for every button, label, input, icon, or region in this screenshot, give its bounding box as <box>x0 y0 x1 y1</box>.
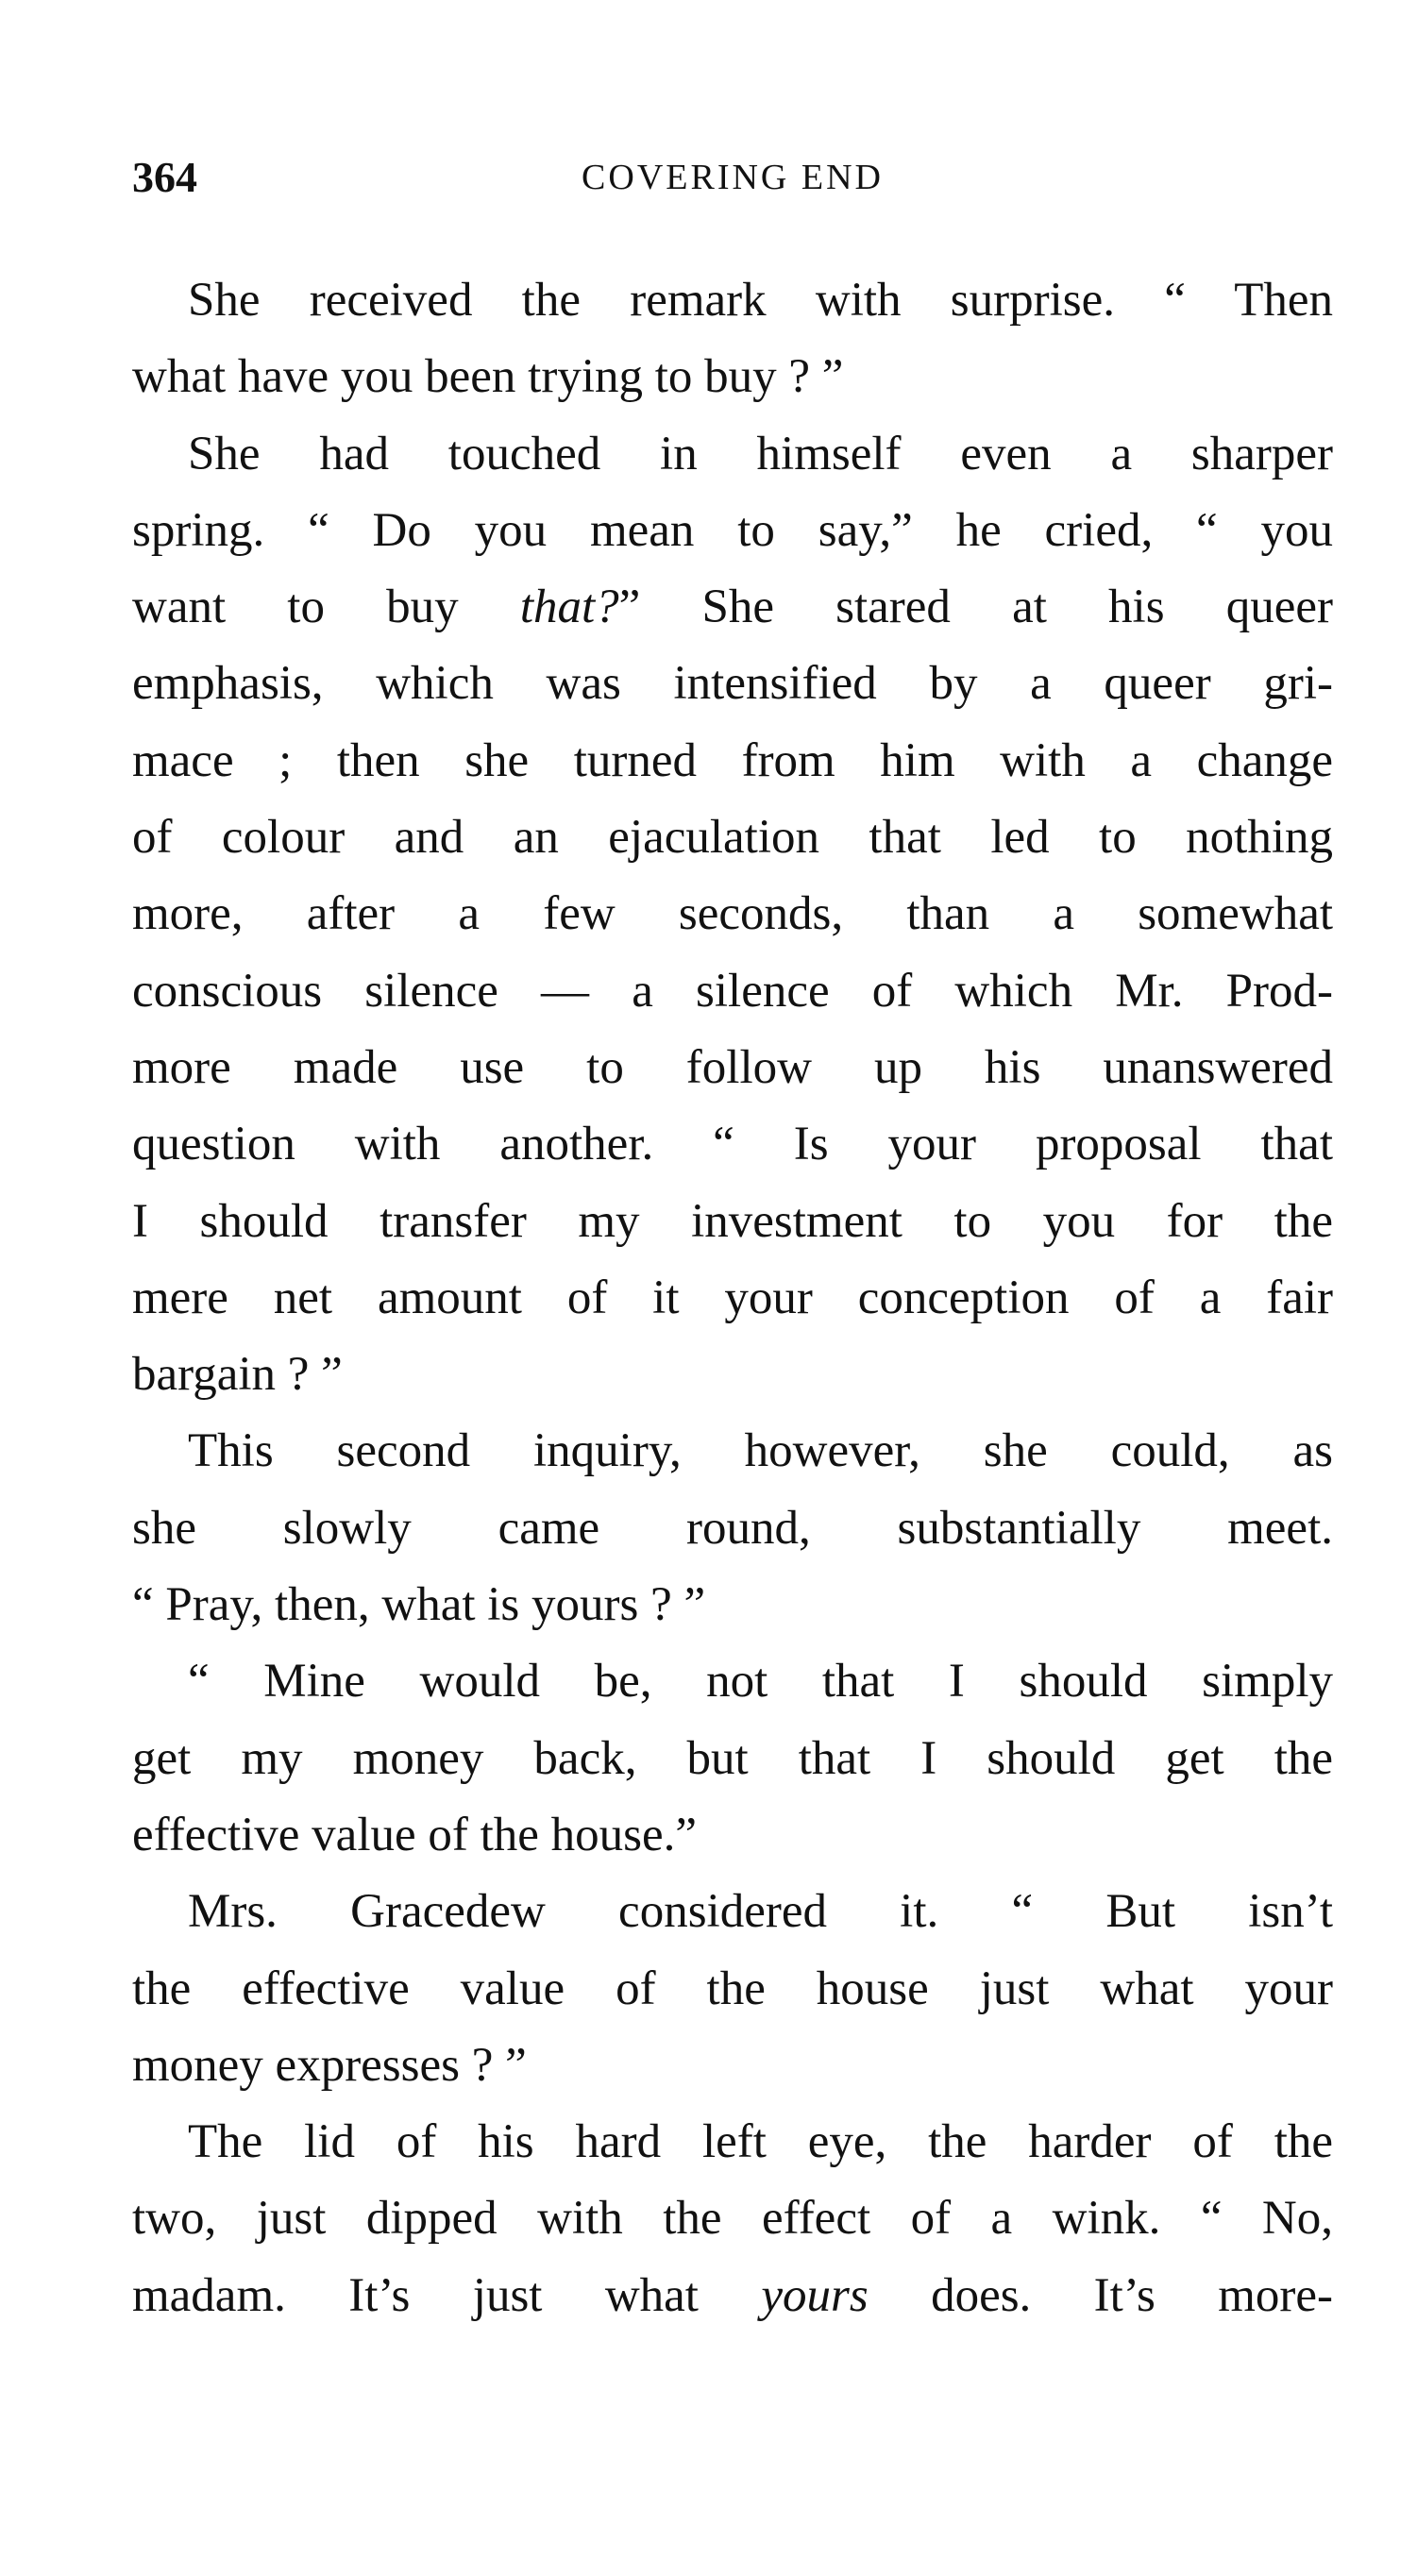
text-segment: two, just dipped with the effect of a wink. “ No, <box>132 2192 1333 2246</box>
text-line <box>132 569 1333 646</box>
text-line <box>132 1797 1333 1874</box>
text-line <box>132 1567 1333 1643</box>
text-segment: of colour and an ejaculation that led to nothing <box>132 811 1333 865</box>
emphasized-text: yours <box>761 2268 869 2322</box>
text-segment: she slowly came round, substantially meet. <box>132 1501 1333 1555</box>
text-line <box>132 1030 1333 1106</box>
text-line <box>132 1490 1333 1567</box>
text-line <box>132 953 1333 1030</box>
text-segment: bargain ? ” <box>132 1348 343 1402</box>
running-head: COVERING END <box>582 158 884 197</box>
text-line <box>132 1721 1333 1797</box>
text-line <box>132 800 1333 876</box>
text-line <box>132 416 1333 493</box>
text-line <box>132 1413 1333 1490</box>
text-segment: question with another. “ Is your proposal that <box>132 1118 1333 1171</box>
emphasized-text: that? <box>519 581 619 634</box>
text-segment: madam. It’s just what <box>132 2268 762 2322</box>
text-segment: She had touched in himself even a sharper <box>188 427 1333 480</box>
text-segment: The lid of his hard left eye, the harder of the <box>188 2115 1333 2169</box>
page-header <box>132 149 1333 206</box>
text-line <box>132 2028 1333 2104</box>
text-segment: She received the remark with surprise. “ Then <box>188 274 1333 327</box>
text-line <box>132 1951 1333 2028</box>
text-segment: “ Pray, then, what is yours ? ” <box>132 1578 706 1632</box>
body-text <box>132 262 1333 2334</box>
text-segment: get my money back, but that I should get the <box>132 1731 1333 1785</box>
text-segment: Mrs. Gracedew considered it. “ But isn’t <box>188 1885 1333 1939</box>
text-segment: what have you been trying to buy ? ” <box>132 350 844 404</box>
text-line <box>132 1643 1333 1720</box>
text-line <box>132 1106 1333 1183</box>
text-line <box>132 723 1333 800</box>
text-segment: does. It’s more- <box>868 2268 1333 2322</box>
text-segment: more, after a few seconds, than a somewhat <box>132 887 1333 941</box>
text-line <box>132 2180 1333 2257</box>
text-line <box>132 262 1333 339</box>
text-segment: I should transfer my investment to you for the <box>132 1194 1333 1248</box>
text-line <box>132 876 1333 952</box>
text-segment: conscious silence — a silence of which Mr. Prod- <box>132 964 1333 1018</box>
text-segment: “ Mine would be, not that I should simply <box>188 1655 1333 1709</box>
text-line <box>132 1874 1333 1950</box>
text-line <box>132 2258 1333 2334</box>
text-line <box>132 2104 1333 2180</box>
text-segment: the effective value of the house just what your <box>132 1961 1333 2015</box>
text-segment: This second inquiry, however, she could, as <box>188 1424 1333 1478</box>
text-segment: want to buy <box>132 581 520 634</box>
text-segment: emphasis, which was intensified by a queer gri- <box>132 657 1333 711</box>
text-segment: more made use to follow up his unanswered <box>132 1040 1333 1094</box>
text-line <box>132 1337 1333 1413</box>
text-segment: money expresses ? ” <box>132 2038 527 2092</box>
text-line <box>132 339 1333 415</box>
page-number: 364 <box>132 153 197 201</box>
text-segment: mace ; then she turned from him with a change <box>132 733 1333 787</box>
text-segment: ” She stared at his queer <box>618 581 1333 634</box>
text-segment: mere net amount of it your conception of a fair <box>132 1271 1333 1324</box>
text-line <box>132 1184 1333 1260</box>
text-segment: spring. “ Do you mean to say,” he cried, “ you <box>132 503 1333 557</box>
text-segment: effective value of the house.” <box>132 1808 698 1861</box>
text-line <box>132 493 1333 569</box>
text-line <box>132 1260 1333 1337</box>
text-line <box>132 646 1333 722</box>
